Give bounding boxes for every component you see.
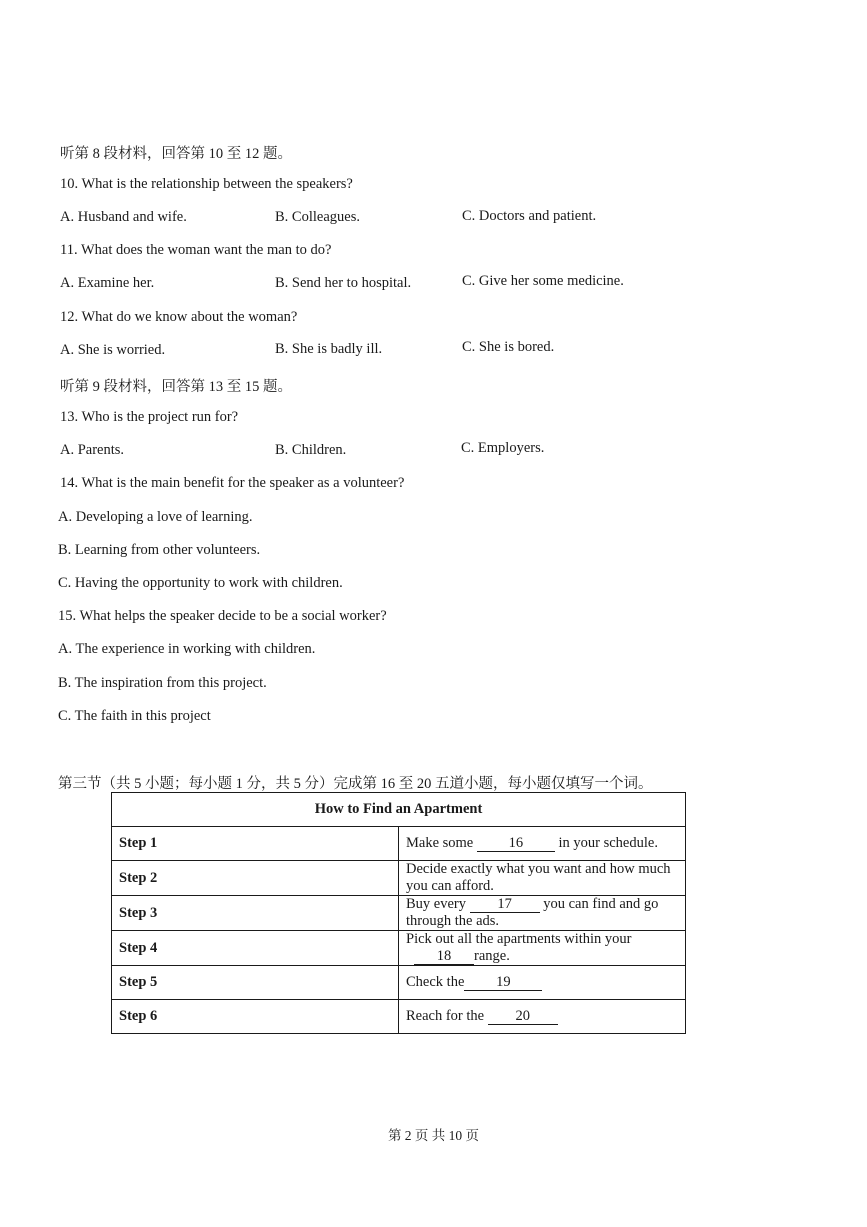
step-text-after: range. xyxy=(474,948,510,964)
step-text-before: Pick out all the apartments within your xyxy=(406,931,632,947)
blank-19: 19 xyxy=(464,975,542,991)
blank-18: 18 xyxy=(414,949,474,965)
q15-option-c: C. The faith in this project xyxy=(58,708,211,724)
q14-option-a: A. Developing a love of learning. xyxy=(58,509,253,525)
table-title: How to Find an Apartment xyxy=(112,793,686,827)
step-label: Step 5 xyxy=(112,966,399,1000)
q11-option-b: B. Send her to hospital. xyxy=(275,275,412,291)
page-footer: 第 2 页 共 10 页 xyxy=(387,1128,480,1143)
step-label: Step 6 xyxy=(112,1000,399,1034)
blank-16: 16 xyxy=(477,836,555,852)
q12-option-a: A. She is worried. xyxy=(60,342,166,358)
step-text-before: Reach for the xyxy=(406,1008,485,1024)
section-header-9: 听第 9 段材料，回答第 13 至 15 题。 xyxy=(60,379,292,395)
question-12: 12. What do we know about the woman? xyxy=(60,309,298,325)
question-13: 13. Who is the project run for? xyxy=(60,409,239,425)
blank-17: 17 xyxy=(470,897,540,913)
step-content xyxy=(399,931,686,966)
q13-option-b: B. Children. xyxy=(275,442,347,458)
question-15: 15. What helps the speaker decide to be a social worker? xyxy=(58,608,387,624)
q11-option-a: A. Examine her. xyxy=(60,275,155,291)
apartment-steps-table xyxy=(111,792,686,1034)
q10-option-a: A. Husband and wife. xyxy=(60,209,187,225)
table-row xyxy=(112,1000,686,1034)
step-content xyxy=(399,861,686,896)
question-10: 10. What is the relationship between the speakers? xyxy=(60,176,353,192)
q15-option-a: A. The experience in working with children. xyxy=(58,641,316,657)
question-14: 14. What is the main benefit for the speaker as a volunteer? xyxy=(60,475,405,491)
step-text-after: in your schedule. xyxy=(558,835,658,851)
step-content xyxy=(399,896,686,931)
table-row xyxy=(112,966,686,1000)
step-text-before: Check the xyxy=(406,974,465,990)
step-text-after: you can find and go through the ads. xyxy=(406,896,659,929)
q13-option-a: A. Parents. xyxy=(60,442,125,458)
step-content xyxy=(399,827,686,861)
q14-option-c: C. Having the opportunity to work with children. xyxy=(58,575,343,591)
table-row xyxy=(112,861,686,896)
q12-option-b: B. She is badly ill. xyxy=(275,341,383,357)
q12-option-c: C. She is bored. xyxy=(462,339,555,355)
table-row xyxy=(112,896,686,931)
q11-option-c: C. Give her some medicine. xyxy=(462,273,624,289)
table-title-row xyxy=(112,793,686,827)
question-11: 11. What does the woman want the man to do? xyxy=(60,242,332,258)
q10-option-c: C. Doctors and patient. xyxy=(462,208,597,224)
step-label: Step 1 xyxy=(112,827,399,861)
step-text-before: Buy every xyxy=(406,896,466,912)
table-row xyxy=(112,827,686,861)
q14-option-b: B. Learning from other volunteers. xyxy=(58,542,261,558)
step-content xyxy=(399,966,686,1000)
part3-instruction: 第三节（共 5 小题；每小题 1 分，共 5 分）完成第 16 至 20 五道小题，每小题仅填写一个词。 xyxy=(58,776,653,792)
table-row xyxy=(112,931,686,966)
section-header-8: 听第 8 段材料，回答第 10 至 12 题。 xyxy=(60,146,292,162)
step-text-before: Make some xyxy=(406,835,474,851)
step-label: Step 2 xyxy=(112,861,399,896)
step-text-before: Decide exactly what you want and how much you can afford. xyxy=(406,861,671,894)
step-content xyxy=(399,1000,686,1034)
step-label: Step 4 xyxy=(112,931,399,966)
step-label: Step 3 xyxy=(112,896,399,931)
q13-option-c: C. Employers. xyxy=(461,440,545,456)
blank-20: 20 xyxy=(488,1009,558,1025)
q10-option-b: B. Colleagues. xyxy=(275,209,360,225)
q15-option-b: B. The inspiration from this project. xyxy=(58,675,267,691)
